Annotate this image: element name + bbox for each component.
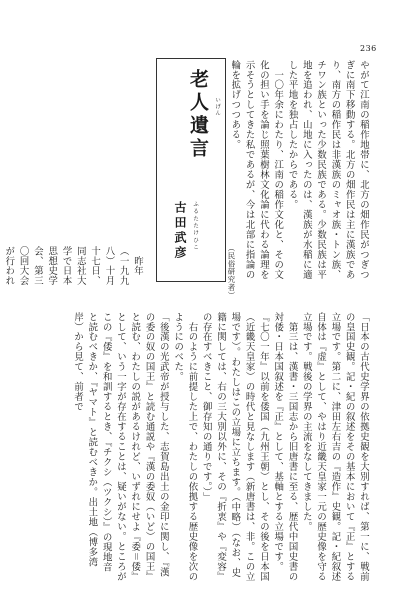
essay-title: 老人遺言 — [187, 69, 209, 161]
author-name: 古田武彦 — [173, 201, 187, 261]
essay-title-box — [156, 58, 226, 282]
previous-article-text: やがて江南の稲作地帯に、北方の畑作民がつぎつぎに南下移動する。北方の畑作民は主に漢族であり、南方の稲作民は非漢族のミャオ族・トン族、チワン族といった少数民族である。少数民族は平地を追われ、山地に入ったのは、漢族が水稲に適した平地を独占したからである。 一〇年余にわたり、江南の稲作文化と、その文化の担い手を論じ照葉樹林文化論に代わる論理を示そうとしてきた私であるが、今は北部に指論の輪を拡げつつある。 — [229, 60, 369, 280]
essay-body-text: 「日本の古代史学界の依拠史観を大別すれば、第一に、戦前の皇国史観。記・紀の叙述をその基本において『正』とする立場です。第二に、津田左右吉の『造作』史観。記・紀叙述自体は『虚』として、やはり近畿天皇家一元の歴史像を守る立場です。戦後の学界の主流をなしてきました。 第三は、漢書・三国志から旧唐書に至る、歴代中国史書の対倭・日本国叙述を『正』として、基軸とする立場です。『七〇一年』以前を倭国（九州王朝）とし、その後を日本国（近畿天皇家）の時代と見なします（新唐書は、非。この立場です）。わたしはこの立場に立ちます。（中略）（なお、史籍に関しては、右の三大別以外に、その『折衷』や『変容』の存在すべきこと、御存知の通りです。）」 右のように前提した上で、わたしの依拠する歴史像を次のようにのべた。 「後漢の光武帝が授与した、志賀島出土の金印に関し、『漢の委の奴の国王』と読む通説や『漢の委奴（いど）の国王』と読む、わたしの説があるけれど、いずれにせよ『委＝倭』として、いう一字が存在することは、疑いがない。ところがこの『倭』を和訓するとき、『チクシ（ツクシ）』の現地音と読むべきか、『ヤマト』と読むべきか。出土地（博多湾岸）から見て、前者で — [72, 312, 369, 582]
page-number: 236 — [360, 44, 377, 53]
essay-title-ruby: いげん — [214, 97, 220, 117]
essay-opening-paragraph: 昨年（一九九八）十月十七日、同志社大学で日本思想史学会、第三〇回大会が行われ — [3, 246, 143, 286]
author-name-ruby: ふるたたけひこ — [192, 201, 198, 252]
previous-article-signoff: （民俗研究者） — [227, 244, 236, 300]
